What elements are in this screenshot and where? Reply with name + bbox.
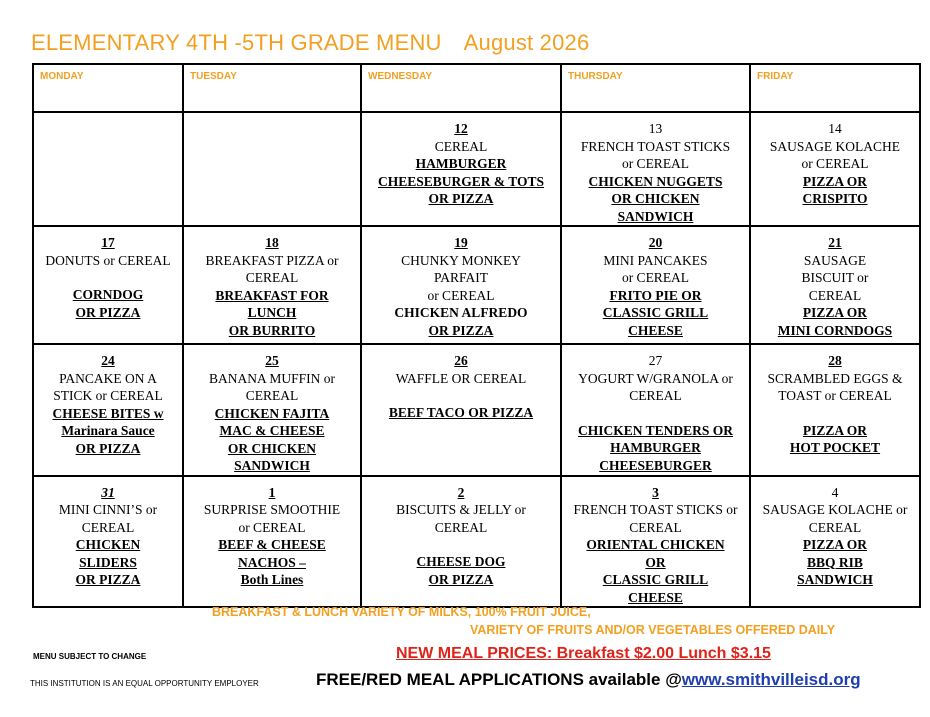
breakfast-item: DONUTS or CEREAL [45,252,171,268]
breakfast-item: CEREAL [808,287,862,303]
day-cell-wednesday [361,226,561,344]
day-cell-thursday [561,344,750,476]
blank-line [562,405,749,422]
meal-prices-notice: NEW MEAL PRICES: Breakfast $2.00 Lunch $3.15 [396,645,771,662]
breakfast-item: CEREAL [434,519,488,535]
breakfast-item: BISCUITS & JELLY or [396,502,526,517]
breakfast-item: BANANA MUFFIN or [208,370,335,386]
day-cell-content [184,477,360,589]
lunch-item: OR CHICKEN [611,191,700,206]
breakfast-item: or CEREAL [621,156,690,171]
breakfast-item: YOGURT W/GRANOLA or [578,370,733,386]
day-cell-content [362,113,560,208]
lunch-item: PIZZA OR [802,537,868,552]
lunch-item: CHICKEN ALFREDO [394,305,528,320]
weekday-header-row [33,64,920,112]
day-number: 28 [828,353,842,368]
week-row [33,476,920,608]
day-cell-content [34,227,182,321]
day-cell-content [751,113,919,208]
day-number: 3 [652,484,659,500]
applications-text: FREE/RED MEAL APPLICATIONS available @ [316,670,682,689]
lunch-item: CHEESE BITES w [52,405,164,421]
day-cell-friday [750,112,920,226]
day-number: 26 [454,353,468,368]
lunch-item: OR PIZZA [75,440,141,456]
day-cell-content [362,227,560,339]
day-cell-tuesday [183,344,361,476]
day-number: 25 [265,353,279,368]
lunch-item: Both Lines [240,572,304,587]
lunch-item: Marinara Sauce [61,423,155,438]
breakfast-item: BREAKFAST PIZZA or [205,252,339,268]
breakfast-item: CEREAL [808,519,862,535]
blank-line [362,387,560,404]
day-cell-wednesday [361,476,561,608]
day-cell-content [34,345,182,457]
breakfast-item: SAUSAGE KOLACHE or [762,502,908,517]
breakfast-item: MINI CINNI’S or [58,502,158,517]
menu-title [31,30,589,56]
day-cell-thursday [561,112,750,226]
breakfast-item: CEREAL [629,519,682,535]
lunch-item: OR PIZZA [428,322,494,338]
lunch-item: SLIDERS [79,554,137,570]
day-cell-content [184,227,360,339]
lunch-item: BREAKFAST FOR [215,287,329,303]
lunch-item: CLASSIC GRILL [602,572,709,587]
lunch-item: MINI CORNDOGS [777,322,893,338]
lunch-item: OR PIZZA [75,572,141,587]
breakfast-item: STICK or CEREAL [53,388,163,403]
lunch-item: CHEESEBURGER [599,457,712,473]
header-monday: MONDAY [33,64,183,112]
lunch-item: BEEF TACO OR PIZZA [388,405,534,420]
equal-opportunity-note: THIS INSTITUTION IS AN EQUAL OPPORTUNITY EMPLOYER [30,679,259,688]
day-number: 24 [101,353,115,368]
breakfast-item: BISCUIT or [801,270,869,285]
day-cell-content [751,345,919,457]
week-row [33,344,920,476]
lunch-item: CHEESE DOG [416,554,506,569]
lunch-item: CHICKEN FAJITA [214,405,330,421]
breakfast-item: FRENCH TOAST STICKS or [573,502,738,517]
day-cell-tuesday [183,112,361,226]
day-cell-content [751,227,919,339]
lunch-item: BBQ RIB [807,554,863,570]
lunch-item: OR [645,554,666,570]
header-thursday: THURSDAY [561,64,750,112]
day-cell-thursday [561,226,750,344]
day-cell-wednesday [361,344,561,476]
lunch-item: CLASSIC GRILL [602,305,709,320]
day-cell-friday [750,476,920,608]
week-row [33,226,920,344]
blank-line [362,536,560,553]
lunch-item: SANDWICH [617,208,694,224]
breakfast-item: FRENCH TOAST STICKS [580,138,731,154]
day-number: 27 [648,353,663,368]
week-row [33,112,920,226]
breakfast-item: SAUSAGE KOLACHE [769,138,901,154]
day-number: 17 [101,235,115,250]
day-cell-monday [33,476,183,608]
day-cell-tuesday [183,226,361,344]
day-number: 1 [268,484,276,500]
lunch-item: CORNDOG [72,287,144,302]
day-cell-tuesday [183,476,361,608]
variety-note-line-1: BREAKFAST & LUNCH VARIETY OF MILKS, 100% FRUIT JUICE, [212,605,591,619]
day-cell-monday [33,344,183,476]
lunch-item: OR PIZZA [75,304,141,320]
lunch-item: CHEESEBURGER & TOTS [377,173,545,189]
variety-note-line-2: VARIETY OF FRUITS AND/OR VEGETABLES OFFERED DAILY [470,623,836,637]
lunch-item: OR PIZZA [428,571,494,587]
lunch-item: ORIENTAL CHICKEN [586,537,725,552]
day-cell-monday [33,112,183,226]
day-cell-content [34,477,182,589]
breakfast-item: SCRAMBLED EGGS & [767,370,903,386]
day-number: 18 [265,235,279,250]
lunch-item: HAMBURGER [415,156,507,171]
menu-calendar-table [32,63,921,608]
meal-applications-notice [316,670,861,690]
lunch-item: FRITO PIE OR [609,287,702,303]
day-cell-content [562,227,749,339]
lunch-item: SANDWICH [797,572,873,587]
header-wednesday: WEDNESDAY [361,64,561,112]
lunch-item: OR CHICKEN [227,440,317,456]
lunch-item: MAC & CHEESE [219,423,325,438]
breakfast-item: CEREAL [245,270,299,285]
day-cell-content [562,477,749,607]
day-cell-content [562,345,749,474]
lunch-item: CHICKEN TENDERS OR [577,422,734,438]
day-cell-content [184,345,360,475]
day-number: 19 [454,235,468,250]
day-cell-content [562,113,749,225]
day-cell-friday [750,344,920,476]
day-number: 31 [101,484,115,500]
lunch-item: OR BURRITO [228,322,316,338]
lunch-item: CRISPITO [802,191,868,206]
lunch-item: NACHOS – [238,554,306,570]
menu-body [33,112,920,607]
day-number: 4 [831,484,839,500]
breakfast-item: SAUSAGE [803,252,867,268]
lunch-item: CHEESE [628,589,683,605]
day-cell-friday [750,226,920,344]
day-cell-thursday [561,476,750,608]
breakfast-item: PARFAIT [433,270,489,285]
title-month: August 2026 [463,30,590,55]
breakfast-item: MINI PANCAKES [603,252,708,268]
breakfast-item: or CEREAL [621,270,690,285]
blank-line [751,405,919,422]
lunch-item: LUNCH [247,305,297,320]
lunch-item: HOT POCKET [789,440,881,455]
day-cell-content [362,477,560,589]
breakfast-item: CEREAL [245,388,299,403]
lunch-item: BEEF & CHEESE [218,537,326,552]
lunch-item: CHICKEN [75,537,141,552]
lunch-item: PIZZA OR [802,173,868,189]
day-cell-monday [33,226,183,344]
breakfast-item: TOAST or CEREAL [778,388,892,403]
breakfast-item: CEREAL [629,388,682,403]
lunch-item: OR PIZZA [428,191,494,206]
day-number: 20 [648,235,663,250]
day-cell-content [362,345,560,422]
header-friday: FRIDAY [750,64,920,112]
header-tuesday: TUESDAY [183,64,361,112]
day-cell-content [751,477,919,589]
subject-to-change-note: MENU SUBJECT TO CHANGE [33,652,147,661]
breakfast-item: PANCAKE ON A [59,370,157,386]
day-number: 2 [457,484,465,500]
breakfast-item: or CEREAL [238,519,306,535]
lunch-item: CHICKEN NUGGETS [588,173,723,189]
breakfast-item: or CEREAL [427,287,495,303]
day-cell-wednesday [361,112,561,226]
lunch-item: SANDWICH [234,458,310,473]
lunch-item: PIZZA OR [802,422,868,438]
lunch-item: HAMBURGER [610,440,701,455]
breakfast-item: CEREAL [434,138,488,154]
day-number: 13 [648,121,663,136]
breakfast-item: SURPRISE SMOOTHIE [203,502,341,517]
breakfast-item: CEREAL [81,519,135,535]
breakfast-item: or CEREAL [801,156,869,171]
day-number: 14 [828,121,842,136]
blank-line [34,269,182,286]
breakfast-item: CHUNKY MONKEY [401,252,521,268]
day-number: 12 [454,121,468,136]
day-number: 21 [828,235,842,250]
website-link[interactable]: www.smithvilleisd.org [681,670,861,689]
lunch-item: PIZZA OR [802,305,868,320]
lunch-item: CHEESE [628,322,683,338]
title-text: ELEMENTARY 4TH -5TH GRADE MENU [31,30,442,55]
breakfast-item: WAFFLE OR CEREAL [395,370,527,386]
